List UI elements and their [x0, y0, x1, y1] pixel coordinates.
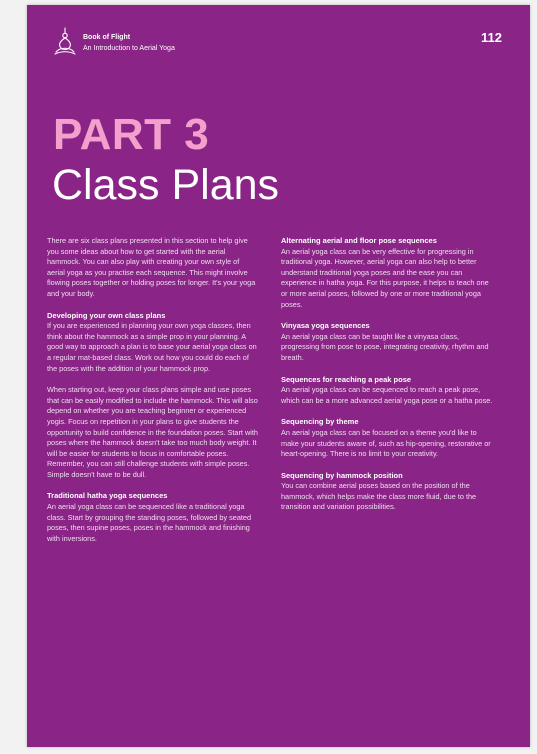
book-title: Book of Flight: [83, 34, 131, 41]
developing-section: [47, 311, 259, 481]
developing-paragraph-2: When starting out, keep your class plans simple and use poses that can be easily modified to include the hammock. This will also depend on whether you are teaching beginner or experienced yogis. Focus on repetition in your plans to give students the opportunity to build confidence in the foundation poses. Start with poses where the hammock doesn't take too much body weight. It will be easier for students to focus in comfortable poses. Remember, you can still challenge students with simple poses. Simple doesn't have to be dull.: [47, 385, 258, 479]
traditional-paragraph: An aerial yoga class can be sequenced like a traditional yoga class. Start by grouping the standing poses, followed by seated poses, then supine poses, poses in the hammock and finishing with inversions.: [47, 502, 252, 543]
vinyasa-paragraph: An aerial yoga class can be taught like a vinyasa class, progressing from pose to pose, integrating creativity, rhythm and breath.: [281, 331, 489, 362]
peak-paragraph: An aerial yoga class can be sequenced to reach a peak pose, which can be a more advanced aerial yoga pose or a hatha pose.: [281, 385, 493, 405]
peak-section: [281, 375, 496, 407]
alternating-section: [281, 236, 496, 310]
part-label: PART 3: [53, 110, 210, 159]
alternating-heading: Alternating aerial and floor pose sequences: [281, 236, 437, 245]
theme-heading: Sequencing by theme: [281, 417, 359, 427]
theme-section: [281, 417, 496, 459]
theme-paragraph: An aerial yoga class can be focused on a theme you'd like to make your students aware of, such as hip-opening, restorative or heart-opening. There is no limit to your creativity.: [281, 427, 491, 459]
position-section: [281, 471, 496, 513]
left-column: [47, 236, 259, 555]
position-heading: Sequencing by hammock position: [281, 470, 403, 480]
traditional-section: [47, 491, 259, 544]
developing-paragraph-1: If you are experienced in planning your own yoga classes, then think about the hammock as a simple prop in your planning. A good way to approach a plan is to base your aerial yoga class on a regular mat-based class. Work out how you could do each of the poses with the addition of your hammock prop.: [47, 321, 257, 373]
section-title: Class Plans: [52, 161, 280, 209]
running-header: [83, 32, 175, 54]
developing-heading: Developing your own class plans: [47, 310, 166, 320]
alternating-paragraph: An aerial yoga class can be very effective for progressing in traditional yoga. However, aerial yoga can also help to better understand traditional yoga poses and the ease you can experience in hatha yoga. For this purpose, it helps to teach one or more aerial poses, followed by one or more traditional yoga poses.: [281, 246, 489, 309]
vinyasa-heading: Vinyasa yoga sequences: [281, 321, 370, 331]
peak-heading: Sequences for reaching a peak pose: [281, 374, 412, 384]
meditating-figure-icon: [53, 27, 77, 57]
page-number: 112: [481, 30, 502, 45]
right-column: [281, 236, 496, 524]
intro-paragraph: There are six class plans presented in this section to help give you some ideas about how to get started with the aerial hammock. You can also play with creating your own style of aerial yoga as you practise each sequence. This might involve flowing poses together or holding poses for longer. It's your yoga and your body.: [47, 236, 256, 298]
vinyasa-section: [281, 321, 496, 363]
position-paragraph: You can combine aerial poses based on the position of the hammock, which helps make the class more fluid, due to the transition and variation possibilities.: [281, 481, 477, 512]
book-subtitle: An Introduction to Aerial Yoga: [83, 45, 175, 52]
book-page: [27, 5, 530, 747]
traditional-heading: Traditional hatha yoga sequences: [47, 491, 168, 501]
